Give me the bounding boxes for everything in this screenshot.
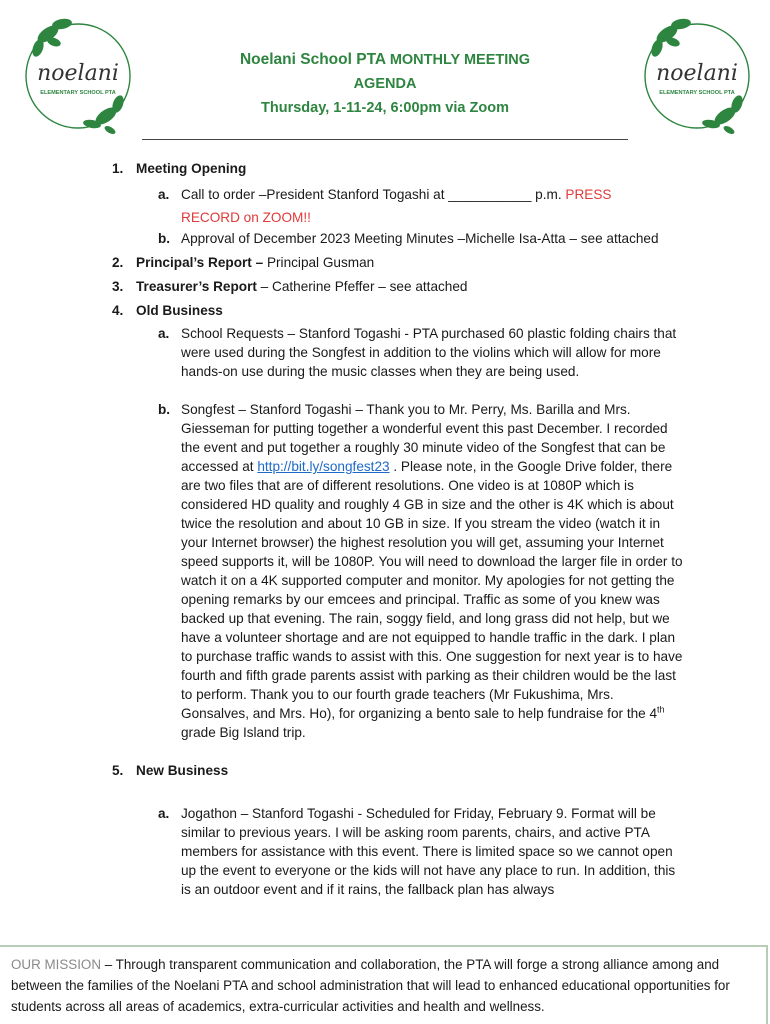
mission-text: – Through transparent communication and collaboration, the PTA will forge a strong alliance among and between the families of the Noelani PTA and school administration that will lead to enhanced educational opportunities for students across all areas of academics, extra-curricular activities and health and wellness.: [11, 957, 730, 1014]
agenda-list: [0, 159, 770, 899]
songfest-video-link[interactable]: http://bit.ly/songfest23: [257, 459, 390, 474]
agenda-subitem: b. Approval of December 2023 Meeting Minutes –Michelle Isa-Atta – see attached: [158, 231, 659, 246]
agenda-item: 4. Old Business: [112, 303, 223, 318]
logo-wordmark: noelani: [37, 61, 119, 86]
agenda-item: 3. Treasurer’s Report – Catherine Pfeffer – see attached: [112, 279, 468, 294]
agenda-heading: AGENDA: [353, 76, 417, 92]
logo-subtitle: ELEMENTARY SCHOOL PTA: [40, 90, 116, 96]
document-title: Noelani School PTA MONTHLY MEETING: [239, 51, 531, 68]
agenda-subitem: b. Songfest – Stanford Togashi – Thank you to Mr. Perry, Ms. Barilla and Mrs. Giesseman for putting together a wonderful event this past December. I recorded the event and put together a roughly 30 minute video of the Songfest that can be accessed at http://bit.ly/songfest23 . Please note, in the Google Drive folder, there are two files that are of different resolutions. One video is at 1080P which is considered HD quality and roughly 4 GB in size and the other is 4K which is about twice the resolution and about 10 GB in size. If you stream the video (watch it in your Internet browser) the highest resolution you will get, assuming your Internet speed supports it, will be 1080P. You will need to download the larger file in order to watch it on a 4K supported computer and monitor. My apologies for not getting the opening remarks by our emcees and principal. Traffic as some of you knew was backed up that evening. The rain, soggy field, and long grass did not help, but we have a volunteer shortage and are not equipped to handle traffic in the dark. I plan to purchase traffic wands to assist with this. One suggestion for next year is to have fourth and fifth grade parents assist with parking as their children would be the last to perform. Thank you to our fourth grade teachers (Mr Fukushima, Mrs. Gonsalves, and Mrs. Ho), for organizing a bento sale to help fundraise for the 4th grade Big Island trip.: [158, 402, 683, 740]
mission-statement: [0, 945, 768, 1024]
logo-wordmark: noelani: [656, 61, 738, 86]
logo-subtitle: ELEMENTARY SCHOOL PTA: [659, 90, 735, 96]
meeting-date: Thursday, 1-11-24, 6:00pm via Zoom: [261, 100, 509, 116]
agenda-item: 2. Principal’s Report – Principal Gusman: [112, 255, 375, 270]
agenda-item: 5. New Business: [112, 763, 229, 778]
agenda-subitem: a. Jogathon – Stanford Togashi - Scheduled for Friday, February 9. Format will be similar to previous years. I will be asking room parents, chairs, and active PTA members for assistance with this event. There is limited space so we cannot open up the event to everyone or the kids will not have any place to run. In addition, this is an outdoor event and if it rains, the fallback plan has always: [158, 806, 676, 897]
agenda-item: 1. Meeting Opening: [112, 161, 247, 176]
mission-label: OUR MISSION: [11, 957, 102, 972]
document-header: [0, 48, 770, 120]
press-record-note: PRESS RECORD on ZOOM!!: [181, 187, 612, 225]
agenda-subitem: a. School Requests – Stanford Togashi - PTA purchased 60 plastic folding chairs that were used during the Songfest in addition to the violins which will allow for more hands-on use during the music classes when they are being used.: [158, 326, 677, 379]
agenda-subitem: a. Call to order –President Stanford Togashi at ___________ p.m. PRESS RECORD on ZOOM!!: [158, 187, 612, 225]
header-divider: [142, 139, 628, 140]
